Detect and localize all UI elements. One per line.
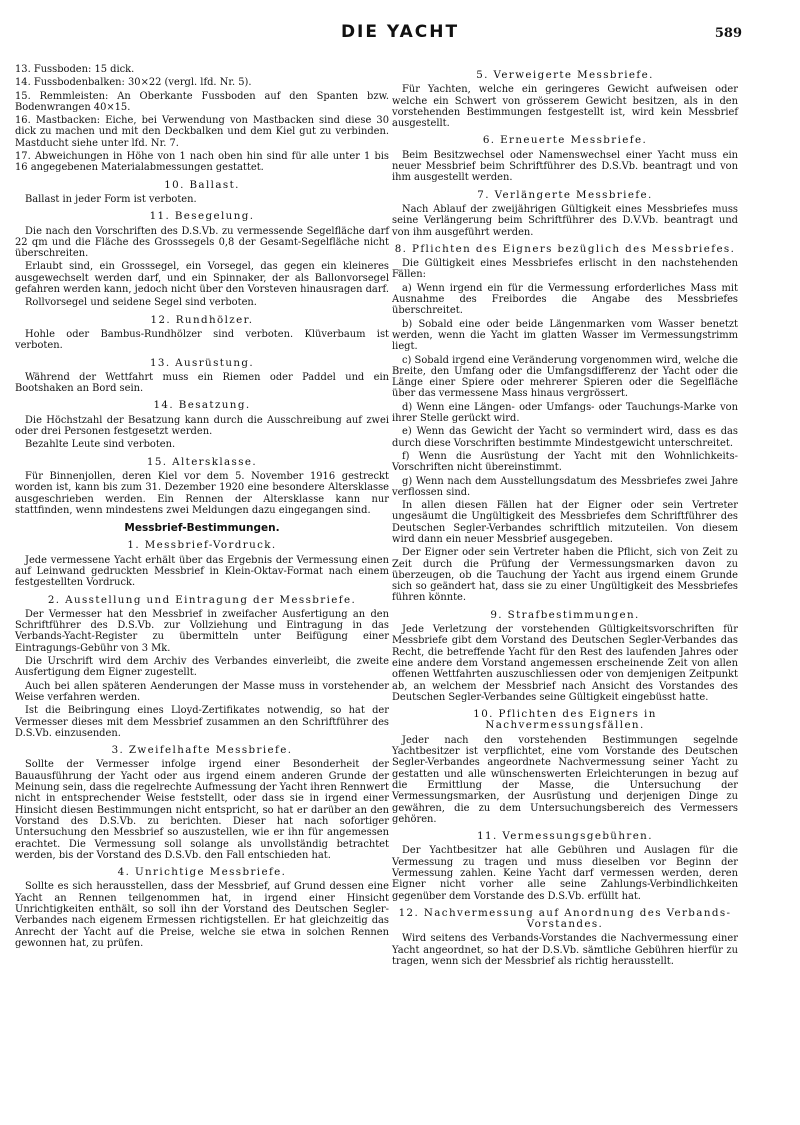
- paragraph: Rollvorsegel und seidene Segel sind verboten.: [25, 297, 257, 309]
- paragraph: Sollte es sich herausstellen, dass der Messbrief, auf Grund dessen eine Yacht an Rennen teilgenommen hat, in irgend einer Hinsicht Unrichtigkeiten enthält, so soll ihn der Vorstand des Deutschen Segler-Verbandes nach eigenem Ermessen richtigstellen. Er hat gleichzeitig das Anrecht der Yacht auf die Preise, welche sie etwa in solchen Rennen gewonnen hat, zu prüfen.: [15, 881, 389, 949]
- paragraph: Beim Besitzwechsel oder Namenswechsel einer Yacht muss ein neuer Messbrief beim Schriftführer des D.S.Vb. beantragt und von ihm ausgestellt werden.: [392, 149, 738, 184]
- journal-title: DIE YACHT: [340, 22, 460, 42]
- section-heading: 14. Besatzung.: [153, 399, 251, 412]
- section-heading: 6. Erneuerte Messbriefe.: [482, 134, 648, 147]
- paragraph: Sollte der Vermesser infolge irgend einer Besonderheit der Bauausführung der Yacht oder aus irgend einem anderen Grunde der Meinung sein, dass die regelrechte Aufmessung der Yacht ihren Rennwert nicht in entsprechender Weise feststellt, oder dass sie in irgend einer Hinsicht diesen Bestimmungen nicht entspricht, so hat er darüber an den Vorstand des D.S.Vb. zu berichten. Dieser hat nach sofortiger Untersuchung den Messbrief so auszustellen, wie er ihn für angemessen erachtet. Die Vermessung soll solange als unvollständig betrachtet werden, bis der Vorstand des D.S.Vb. den Fall entschieden hat.: [15, 759, 389, 861]
- paragraph: In allen diesen Fällen hat der Eigner oder sein Vertreter ungesäumt die Ungültigkeit des Messbriefes dem Schriftführer des Deutschen Segler-Verbandes schriftlich mitzuteilen. Von diesem wird dann ein neuer Messbrief ausgegeben.: [392, 500, 738, 545]
- section-heading: 2. Ausstellung und Eintragung der Messbriefe.: [47, 593, 357, 606]
- section-heading: 5. Verweigerte Messbriefe.: [476, 69, 654, 81]
- paragraph: Auch bei allen späteren Aenderungen der Masse muss in vorstehender Weise verfahren werden.: [15, 680, 389, 703]
- paragraph: a) Wenn irgend ein für die Vermessung erforderliches Mass mit Ausnahme des Freibordes die Angabe des Messbriefes überschreitet.: [392, 282, 738, 317]
- paragraph: Jeder nach den vorstehenden Bestimmungen segelnde Yachtbesitzer ist verpflichtet, eine vom Vorstande des Deutschen Segler-Verbandes angeordnete Nachvermessung seiner Yacht zu gestatten und alle wünschenswerten Erleichterungen in bezug auf die Ermittlung der Masse, die Untersuchung der Vermessungsmarken, der Ausrüstung und derjenigen Dinge zu gewähren, die zu dem Untersuchungsbereich des Vermessers gehören.: [392, 734, 738, 825]
- paragraph: Für Binnenjollen, deren Kiel vor dem 5. November 1916 gestreckt worden ist, kann bis zum 31. Dezember 1920 eine besondere Altersklasse ausgeschrieben werden. Ein Rennen der Altersklasse kann nur stattfinden, wenn mindestens zwei Meldungen dazu eingegangen sind.: [15, 470, 389, 516]
- paragraph: Für Yachten, welche ein geringeres Gewicht aufweisen oder welche ein Schwert von grösserem Gewicht besitzen, als in den vorstehenden Bestimmungen festgestellt ist, wird kein Messbrief ausgestellt.: [392, 84, 738, 130]
- section-heading: 9. Strafbestimmungen.: [490, 608, 640, 621]
- paragraph: Die nach den Vorschriften des D.S.Vb. zu vermessende Segelfläche darf 22 qm und die Fläche des Grosssegels 0,8 der Gesamt-Segelfläche nicht überschreiten.: [15, 225, 389, 260]
- paragraph: Wird seitens des Verbands-Vorstandes die Nachvermessung einer Yacht angeordnet, so hat der D.S.Vb. sämtliche Gebühren hierfür zu tragen, wenn sich der Messbrief als richtig herausstellt.: [392, 933, 738, 968]
- section-heading: 11. Vermessungsgebühren.: [477, 830, 653, 843]
- paragraph: Bezahlte Leute sind verboten.: [25, 439, 176, 451]
- paragraph: Ballast in jeder Form ist verboten.: [25, 193, 197, 205]
- paragraph: 14. Fussbodenbalken: 30×22 (vergl. lfd. Nr. 5).: [15, 77, 252, 89]
- paragraph: Während der Wettfahrt muss ein Riemen oder Paddel und ein Bootshaken an Bord sein.: [15, 371, 389, 395]
- paragraph: Der Eigner oder sein Vertreter haben die Pflicht, sich von Zeit zu Zeit durch die Prüfung der Vermessungsmarken davon zu überzeugen, ob die Tauchung der Yacht aus irgend einem Grunde sich so geändert hat, dass sie zu einer Ungültigkeit des Messbriefes führen könnte.: [392, 547, 738, 604]
- left-column: [15, 64, 389, 951]
- paragraph: f) Wenn die Ausrüstung der Yacht mit den Wohnlichkeits-Vorschriften nicht übereinstimmt.: [392, 450, 738, 474]
- paragraph: Jede vermessene Yacht erhält über das Ergebnis der Vermessung einen auf Leinwand gedruckten Messbrief in Klein-Oktav-Format nach einem festgestellten Vordruck.: [15, 554, 389, 589]
- section-heading: 8. Pflichten des Eigners bezüglich des Messbriefes.: [394, 242, 736, 255]
- paragraph: c) Sobald irgend eine Veränderung vorgenommen wird, welche die Breite, den Umfang oder die Umfangsdifferenz der Yacht oder die Länge einer Spiere oder mehrerer Spieren oder die Segelfläche über das vermessene Mass hinaus vergrössert.: [392, 354, 738, 400]
- section-heading: 4. Unrichtige Messbriefe.: [117, 866, 287, 879]
- paragraph: Die Höchstzahl der Besatzung kann durch die Ausschreibung auf zwei oder drei Personen festgesetzt werden.: [15, 414, 389, 438]
- paragraph: Der Yachtbesitzer hat alle Gebühren und Auslagen für die Vermessung zu tragen und muss dieselben vor Beginn der Vermessung zahlen. Keine Yacht darf vermessen werden, deren Eigner nicht vorher alle seine Zahlungs-Verbindlichkeiten gegenüber dem Vorstande des D.S.Vb. erfüllt hat.: [392, 845, 738, 902]
- section-heading: 10. Ballast.: [164, 178, 240, 191]
- paragraph: Jede Verletzung der vorstehenden Gültigkeitsvorschriften für Messbriefe gibt dem Vorstand des Deutschen Segler-Verbandes das Recht, die betreffende Yacht für den Rest des laufenden Jahres oder eine andere dem Vorstand angemessen erscheinende Zeit von allen offenen Wettfahrten auszuschliessen oder von demjenigen Zeitpunkt ab, an welchem der Messbrief nach Ansicht des Vorstandes des Deutschen Segler-Verbandes seine Gültigkeit eingebüsst hatte.: [392, 624, 738, 703]
- paragraph: 15. Remmleisten: An Oberkante Fussboden auf den Spanten bzw. Bodenwrangen 40×15.: [15, 90, 389, 113]
- section-heading: 12. Nachvermessung auf Anordnung des Verbands-Vorstandes.: [398, 906, 732, 931]
- section-heading: 1. Messbrief-Vordruck.: [127, 539, 277, 552]
- paragraph: Ist die Beibringung eines Lloyd-Zertifikates notwendig, so hat der Vermesser dieses mit dem Messbrief zusammen an den Schriftführer des D.S.Vb. einzusenden.: [15, 705, 389, 739]
- paragraph: b) Sobald eine oder beide Längenmarken vom Wasser benetzt werden, wenn die Yacht im glatten Wasser im Vermessungstrimm liegt.: [392, 318, 738, 353]
- paragraph: d) Wenn eine Längen- oder Umfangs- oder Tauchungs-Marke von ihrer Stelle gerückt wird.: [392, 401, 738, 425]
- paragraph: 16. Mastbacken: Eiche, bei Verwendung von Mastbacken sind diese 30 dick zu machen und mit den Deckbalken und dem Kiel gut zu verbinden. Mastducht siehe unter lfd. Nr. 7.: [15, 115, 389, 149]
- paragraph: Die Gültigkeit eines Messbriefes erlischt in den nachstehenden Fällen:: [392, 258, 738, 281]
- paragraph: Die Urschrift wird dem Archiv des Verbandes einverleibt, die zweite Ausfertigung dem Eigner zugestellt.: [15, 656, 389, 679]
- section-heading: 11. Besegelung.: [149, 210, 255, 223]
- section-heading: 15. Altersklasse.: [146, 455, 258, 468]
- right-column: [392, 64, 738, 969]
- page-number: 589: [714, 26, 742, 41]
- paragraph: Erlaubt sind, ein Grosssegel, ein Vorsegel, das gegen ein kleineres ausgewechselt werden darf, und ein Spinnaker, der als Ballonvorsegel gefahren werden kann, jedoch nicht über den Vorsteven hinausragen darf.: [15, 261, 389, 296]
- paragraph: 17. Abweichungen in Höhe von 1 nach oben hin sind für alle unter 1 bis 16 angegebenen Materialabmessungen gestattet.: [15, 151, 389, 174]
- paragraph: Nach Ablauf der zweijährigen Gültigkeit eines Messbriefes muss seine Verlängerung beim Schriftführer des D.V.Vb. beantragt und von ihm ausgeführt werden.: [392, 203, 738, 238]
- paragraph: 13. Fussboden: 15 dick.: [15, 64, 135, 75]
- paragraph: Der Vermesser hat den Messbrief in zweifacher Ausfertigung an den Schriftführer des D.S.Vb. zur Vollziehung und Eintragung in das Verbands-Yacht-Register zu übermitteln unter Beifügung einer Eintragungs-Gebühr von 3 Mk.: [15, 608, 389, 654]
- paragraph: e) Wenn das Gewicht der Yacht so vermindert wird, dass es das durch diese Vorschriften bestimmte Mindestgewicht unterschreitet.: [392, 426, 738, 449]
- section-heading: 7. Verlängerte Messbriefe.: [477, 188, 653, 201]
- section-heading: Messbrief-Bestimmungen.: [124, 522, 280, 535]
- section-heading: 12. Rundhölzer.: [150, 313, 254, 326]
- section-heading: 13. Ausrüstung.: [149, 356, 255, 369]
- paragraph: g) Wenn nach dem Ausstellungsdatum des Messbriefes zwei Jahre verflossen sind.: [392, 475, 738, 498]
- section-heading: 3. Zweifelhafte Messbriefe.: [111, 744, 293, 757]
- section-heading: 10. Pflichten des Eigners in Nachvermessungsfällen.: [473, 708, 657, 732]
- page-header: [0, 20, 800, 50]
- paragraph: Hohle oder Bambus-Rundhölzer sind verboten. Klüverbaum ist verboten.: [15, 328, 389, 352]
